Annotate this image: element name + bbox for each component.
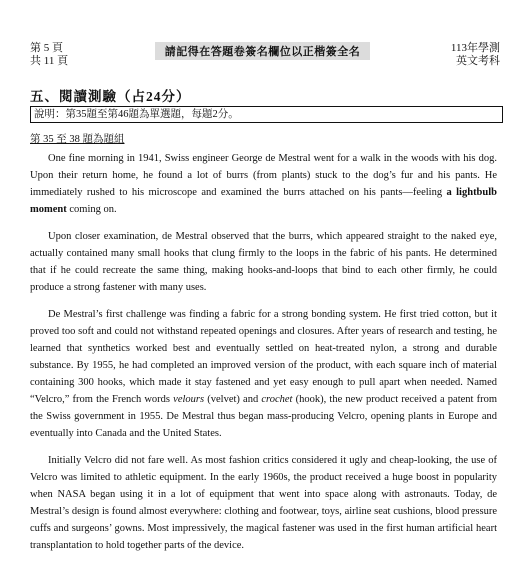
- exam-info-block: [451, 42, 500, 68]
- page-number: 第 5 頁: [30, 42, 63, 54]
- reading-passage: [30, 150, 497, 564]
- section-title: 五、閱讀測驗（占24分）: [30, 89, 191, 104]
- text-span: De Mestral’s first challenge was finding a fabric for a strong bonding system. He first tried cotton, but it proved too soft and could not withstand repeated openings and closures. After years of research and testing, he learned that synthetics worked best and eventually settled on heat-treated nylon, a strong and durable substance. By 1955, he had completed an improved version of the product, with each square inch of material containing 300 hooks, which made it stay fastened and yet easy enough to pull apart when needed. Named “Velcro,” from the French words: [30, 309, 497, 405]
- exam-subject: 英文考科: [456, 55, 500, 67]
- paragraph-4: Initially Velcro did not fare well. As most fashion critics considered it ugly and cheap-looking, the use of Velcro was limited to athletic equipment. In the early 1960s, the product received a huge boost in popularity when NASA began using it in a lot of equipment that went into space along with astronauts. Today, de Mestral’s design is found almost everywhere: clothing and footwear, toys, airline seat cushions, blood pressure cuffs and surgeons’ gowns. Most impressively, the magical fastener was used in the first human artificial heart transplantation to hold together parts of the device.: [30, 455, 497, 551]
- text-span: (hook), the new product received a patent from the Swiss government in 1955. De Mestral thus began mass-producing Velcro, opening plants in Europe and eventually into Canada and the United States.: [30, 394, 497, 439]
- section-instruction: 說明：第35題至第46題為單選題，每題2分。: [30, 106, 503, 123]
- paragraph-2: Upon closer examination, de Mestral observed that the burrs, which appeared straight to the naked eye, actually contained many small hooks that clung firmly to the loops in the fabric of his pants. He determined that if he could recreate the same thing, making hooks-and-loops that bind to each other firmly, he could produce a strong fastener with many uses.: [30, 231, 497, 293]
- total-pages: 共 11 頁: [30, 55, 69, 67]
- italic-word: velours: [173, 394, 205, 405]
- paragraph-1: [30, 150, 497, 218]
- text-span: (velvet) and: [204, 394, 262, 405]
- exam-year: 113年學測: [450, 42, 500, 54]
- page-number-block: [30, 42, 68, 68]
- paragraph-3: [30, 306, 497, 442]
- text-span: One fine morning in 1941, Swiss engineer George de Mestral went for a walk in the woods with his dog. Upon their return home, he found a lot of burrs (from plants) stuck to the dog’s fur and his pants. He immediately rushed to his microscope and examined the burrs attached on his pants—feeling: [30, 153, 497, 198]
- page-header: [30, 42, 500, 70]
- text-span: coming on.: [66, 204, 117, 215]
- signature-notice: 請記得在答題卷簽名欄位以正楷簽全名: [155, 42, 370, 60]
- question-group-label: 第 35 至 38 題為題組: [30, 134, 125, 145]
- italic-word: crochet: [261, 394, 293, 405]
- bold-phrase: a lightbulb moment: [30, 187, 497, 215]
